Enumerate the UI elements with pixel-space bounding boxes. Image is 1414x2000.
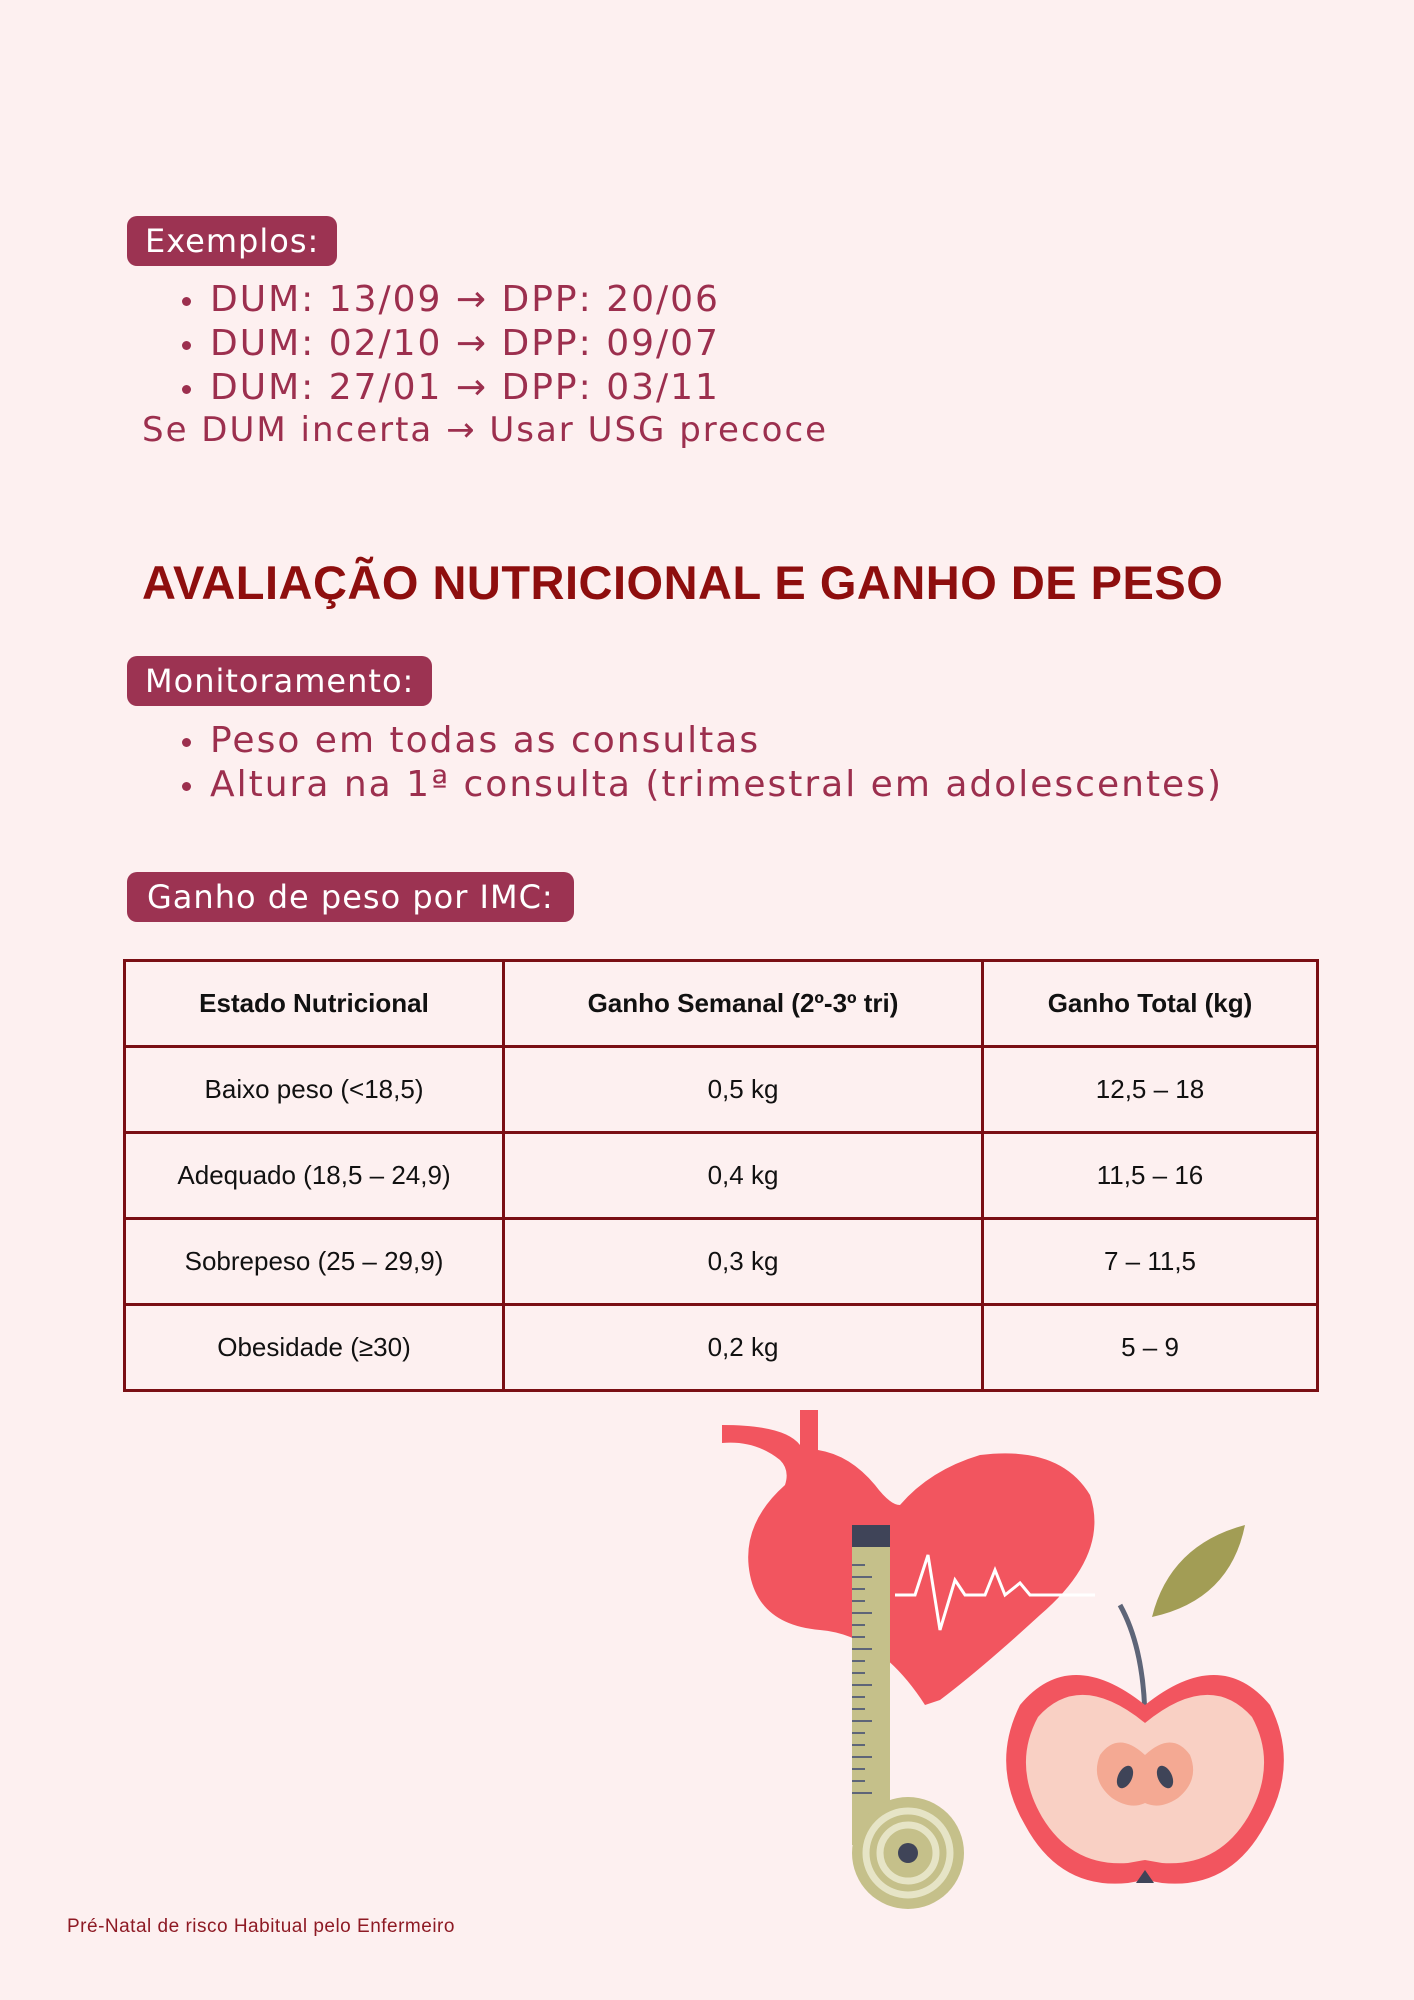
header-weekly-gain: Ganho Semanal (2º-3º tri) — [504, 961, 983, 1047]
list-item: DUM: 02/10 → DPP: 09/07 — [172, 322, 720, 366]
table-header-row — [125, 961, 1318, 1047]
table-cell: 7 – 11,5 — [983, 1219, 1318, 1305]
table-cell: 0,4 kg — [504, 1133, 983, 1219]
table-cell: 11,5 – 16 — [983, 1133, 1318, 1219]
table-row — [125, 1047, 1318, 1133]
tape-roll-icon — [852, 1797, 964, 1909]
weight-gain-table — [123, 959, 1319, 1392]
ruler-icon — [852, 1525, 890, 1845]
table-cell: 0,2 kg — [504, 1305, 983, 1391]
section-title: AVALIAÇÃO NUTRICIONAL E GANHO DE PESO — [142, 556, 1224, 609]
nutrition-illustration — [700, 1405, 1300, 1910]
monitoring-list — [172, 719, 1223, 807]
table-row — [125, 1219, 1318, 1305]
list-item: Peso em todas as consultas — [172, 719, 1223, 763]
monitoring-label: Monitoramento: — [127, 656, 432, 706]
apple-half-icon — [1006, 1605, 1284, 1884]
table-cell: 0,5 kg — [504, 1047, 983, 1133]
footer-text: Pré-Natal de risco Habitual pelo Enfermeiro — [67, 1916, 455, 1937]
list-item: DUM: 13/09 → DPP: 20/06 — [172, 278, 720, 322]
examples-label: Exemplos: — [127, 216, 337, 266]
list-item: Altura na 1ª consulta (trimestral em adolescentes) — [172, 763, 1223, 807]
table-cell: 12,5 – 18 — [983, 1047, 1318, 1133]
table-cell: 5 – 9 — [983, 1305, 1318, 1391]
list-item: DUM: 27/01 → DPP: 03/11 — [172, 366, 720, 410]
table-cell: Sobrepeso (25 – 29,9) — [125, 1219, 504, 1305]
examples-note: Se DUM incerta → Usar USG precoce — [142, 410, 829, 450]
heart-organ-icon — [722, 1410, 1094, 1705]
table-cell: 0,3 kg — [504, 1219, 983, 1305]
gain-label: Ganho de peso por IMC: — [127, 872, 574, 922]
leaf-icon — [1152, 1525, 1245, 1617]
examples-list — [172, 278, 720, 410]
table-cell: Obesidade (≥30) — [125, 1305, 504, 1391]
table-cell: Baixo peso (<18,5) — [125, 1047, 504, 1133]
table-row — [125, 1133, 1318, 1219]
table-cell: Adequado (18,5 – 24,9) — [125, 1133, 504, 1219]
header-total-gain: Ganho Total (kg) — [983, 961, 1318, 1047]
header-nutritional-state: Estado Nutricional — [125, 961, 504, 1047]
table-row — [125, 1305, 1318, 1391]
